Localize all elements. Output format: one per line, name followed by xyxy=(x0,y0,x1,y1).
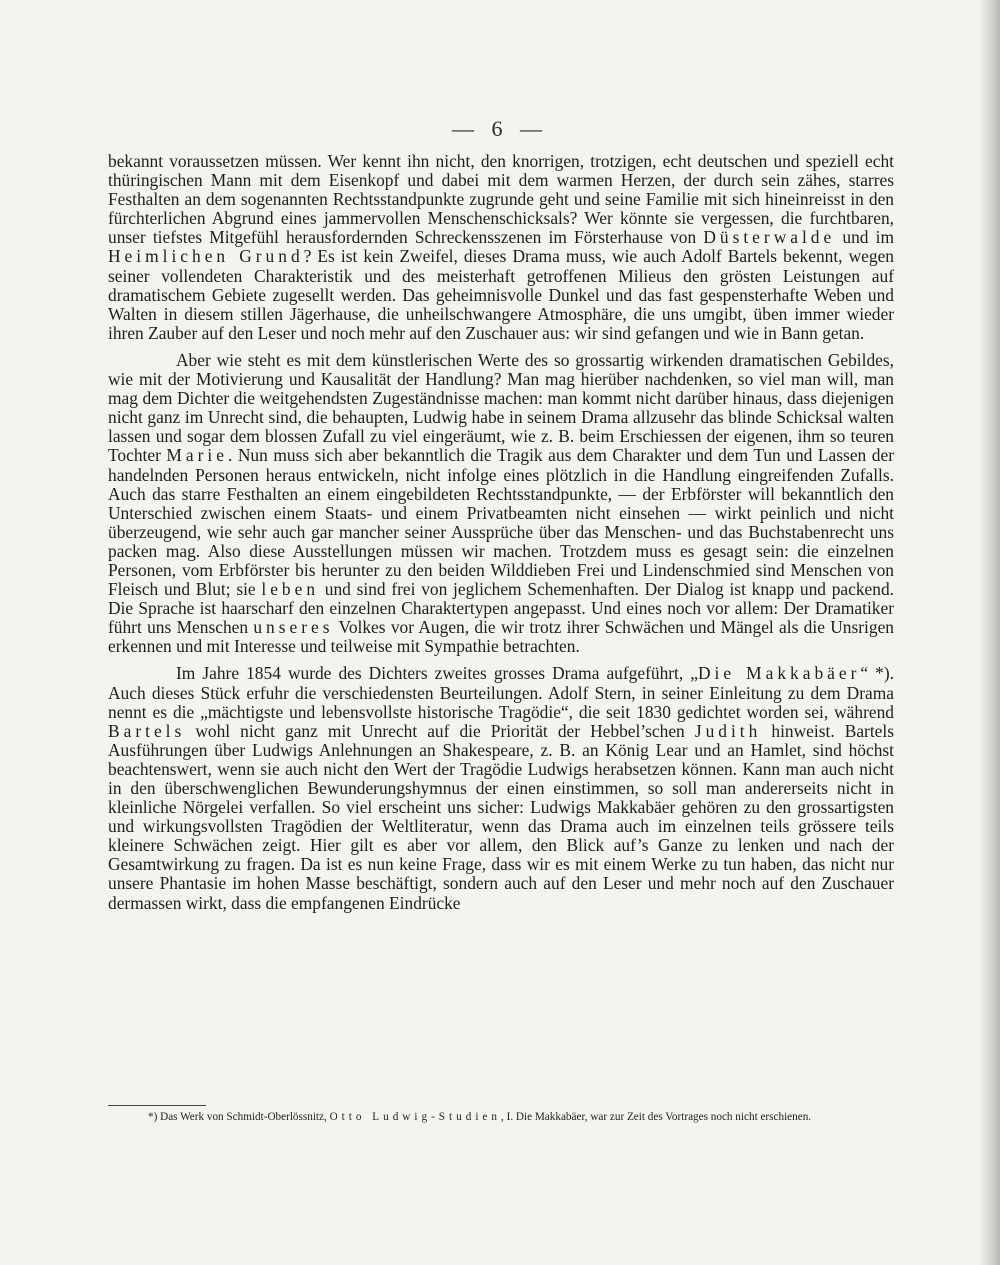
paragraph-2 xyxy=(108,351,894,657)
spaced-emphasis: leben xyxy=(261,579,320,600)
spaced-emphasis: Bartels xyxy=(108,720,186,741)
text-run: wohl nicht ganz mit Unrecht auf die Priorität der Hebbel’schen xyxy=(185,720,695,741)
page-edge-shadow xyxy=(978,0,1000,1265)
text-run: und sind frei von jeglichem Schemenhaften. Der Dialog ist knapp und packend. Die Sprache ist haarscharf den einzelnen Charaktertypen angepasst. Und eines noch vor allem: Der Dramatiker führt uns Menschen xyxy=(108,579,894,638)
text-run: Im Jahre 1854 wurde des Dichters zweites grosses Drama aufgeführt, „ xyxy=(176,663,698,684)
spaced-emphasis: Düsterwalde xyxy=(703,227,836,248)
spaced-emphasis: Otto Ludwig-Studien xyxy=(329,1111,501,1123)
spaced-emphasis: Die Makkabäer xyxy=(698,663,861,684)
paragraph-3 xyxy=(108,664,894,912)
text-run: Volkes vor Augen, die wir trotz ihrer Schwächen und Mängel als die Unsrigen erkennen und mit Interesse und teilweise mit Sympathie betrachten. xyxy=(108,617,894,657)
text-run: und im xyxy=(835,227,894,248)
spaced-emphasis: Marie xyxy=(166,445,228,466)
spaced-emphasis: unseres xyxy=(253,617,334,638)
footnote-divider xyxy=(108,1105,206,1106)
spaced-emphasis: Heimlichen Grund xyxy=(108,246,304,267)
body-text xyxy=(108,152,894,913)
text-run: Aber wie steht es mit dem künstlerischen Werte des so grossartig wirkenden dramatischen Gebildes, wie mit der Motivierung und Kausalität der Handlung? Man mag hierüber nachdenken, so viel man will, man mag dem Dichter die weitgehendsten Zugeständnisse machen: man kommt nicht darüber hinaus, dass diejenigen nicht ganz im Unrecht sind, die behaupten, Ludwig habe in seinem Drama allzusehr das blinde Schicksal walten lassen und sogar dem blossen Zufall zu viel eingeräumt, wie z. B. beim Erschiessen der eigenen, ihm so teuren Tochter xyxy=(108,349,894,466)
text-run: *) Das Werk von Schmidt-Oberlössnitz, xyxy=(148,1111,330,1123)
text-run: “ *). Auch dieses Stück erfuhr die verschiedensten Beurteilungen. Adolf Stern, in seiner Einleitung zu dem Drama nennt es die „mächtigste und lebensvollste historische Tragödie“, die seit 1830 gedichtet worden sei, während xyxy=(108,663,894,722)
text-run: hinweist. Bartels Ausführungen über Ludwigs Anlehnungen an Shakespeare, z. B. an König Lear und an Hamlet, sind höchst beachtenswert, wenn sie auch nicht den Wert der Tragödie Ludwigs herabsetzen können. Kann man auch nicht in den überschwenglichen Bewunderungshymnus der einen einstimmen, so soll man andererseits nicht in kleinliche Nörgelei verfallen. So viel erscheint uns sicher: Ludwigs Makkabäer gehören zu den grossartigsten und wirkungsvollsten Tragödien der Weltliteratur, wenn das Drama auch im einzelnen teils grössere teils kleinere Schwächen zeigt. Hier gilt es aber vor allem, den Blick auf’s Ganze zu lenken und nach der Gesamtwirkung zu fragen. Da ist es nun keine Frage, dass wir es mit einem Werke zu tun haben, das nicht nur unsere Phantasie im hohen Masse beschäftigt, sondern auch auf den Leser und mehr noch auf den Zuschauer dermassen wirkt, dass die empfangenen Eindrücke xyxy=(108,720,895,913)
footnote-text xyxy=(108,1111,811,1123)
text-run: . Nun muss sich aber bekanntlich die Tragik aus dem Charakter und dem Tun und Lassen der handelnden Personen heraus entwickeln, nicht infolge eines plötzlich in die Handlung eingreifenden Zufalls. Auch das starre Festhalten an einem eingebildeten Rechtsstandpunkte, — der Erbförster will bekanntlich den Unterschied zwischen einem Staats- und einem Privatbeamten nicht einsehen — wirkt peinlich und nicht überzeugend, wie sehr auch gar mancher seiner Aussprüche über das Menschen- und das Buchstabenrecht uns packen mag. Also diese Ausstellungen müssen wir machen. Trotzdem muss es gesagt sein: die einzelnen Personen, vom Erbförster bis herunter zu den beiden Wilddieben Frei und Lindenschmied sind Menschen von Fleisch und Blut; sie xyxy=(108,445,894,600)
page-number: — 6 — xyxy=(452,116,548,141)
text-run: , I. Die Makkabäer, war zur Zeit des Vortrages noch nicht erschienen. xyxy=(501,1111,812,1123)
footnote xyxy=(108,1111,894,1124)
spaced-emphasis: Judith xyxy=(694,720,762,741)
text-run: bekannt voraussetzen müssen. Wer kennt ihn nicht, den knorrigen, trotzigen, echt deutschen und speziell echt thüringischen Mann mit dem Eisenkopf und dabei mit dem warmen Herzen, der durch sein zähes, starres Festhalten an dem sogenannten Rechtsstandpunkte zugrunde geht und seine Familie mit sich hineinreisst in den fürchterlichen Abgrund eines jammervollen Menschenschicksals? Wer könnte sie vergessen, die furchtbaren, unser tiefstes Mitgefühl herausfordernden Schreckensszenen im Försterhause von xyxy=(108,151,894,248)
paragraph-1 xyxy=(108,152,894,343)
text-run: ? Es ist kein Zweifel, dieses Drama muss, wie auch Adolf Bartels bekennt, wegen seiner vollendeten Charakteristik und des meisterhaft getroffenen Milieus den grösten Leistungen auf dramatischem Gebiete zugesellt werden. Das geheimnisvolle Dunkel und das fast gespensterhafte Weben und Walten in diesem stillen Jägerhause, die unheilschwangere Atmosphäre, die uns umgibt, üben immer wieder ihren Zauber auf den Leser und noch mehr auf den Zuschauer aus: wir sind gefangen und wie in Bann getan. xyxy=(108,246,894,343)
